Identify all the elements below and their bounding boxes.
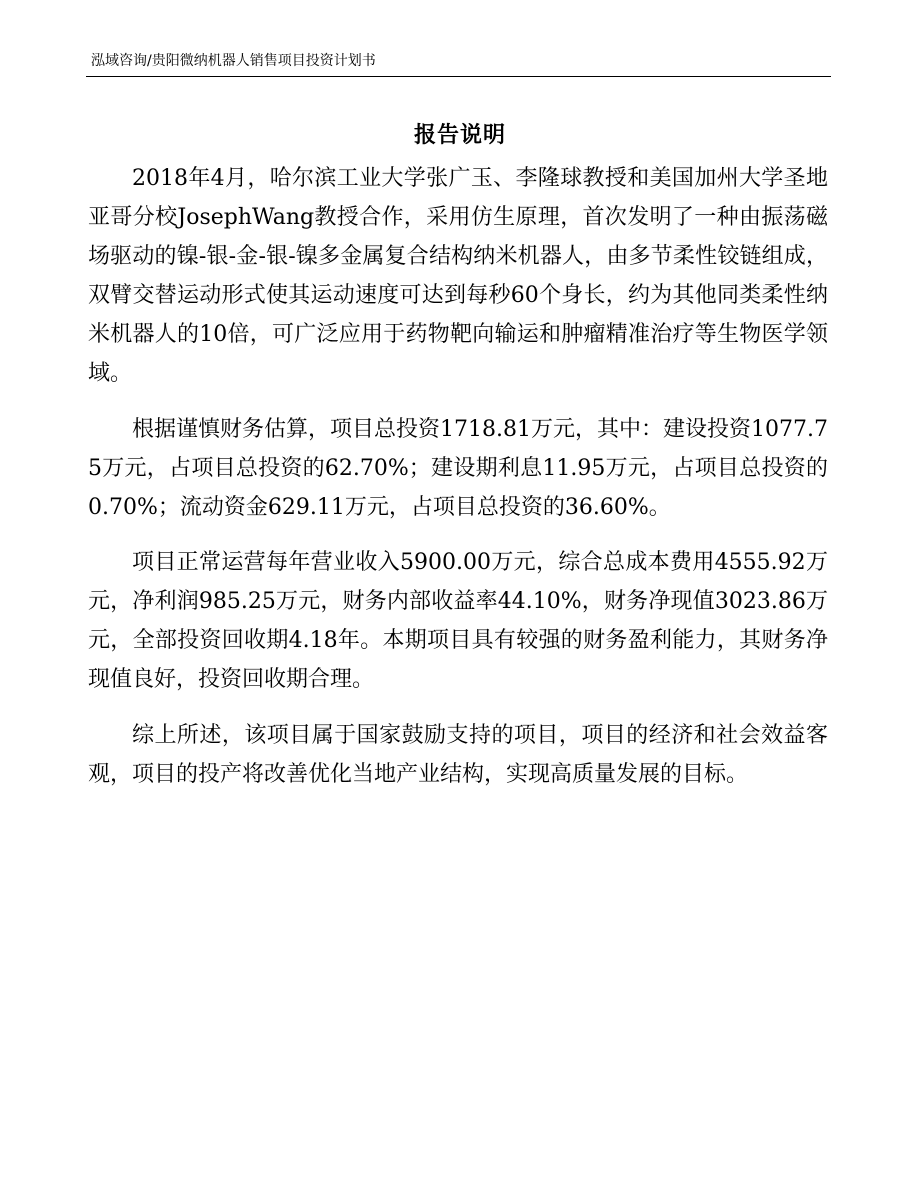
page-header: 泓域咨询/贵阳微纳机器人销售项目投资计划书 (91, 53, 376, 69)
paragraph-background: 2018年4月，哈尔滨工业大学张广玉、李隆球教授和美国加州大学圣地亚哥分校JosephWang教授合作，采用仿生原理，首次发明了一种由振荡磁场驱动的镍-银-金-银-镍多金属复合结构纳米机器人，由多节柔性铰链组成，双臂交替运动形式使其运动速度可达到每秒60个身长，约为其他同类柔性纳米机器人的10倍，可广泛应用于药物靶向输运和肿瘤精准治疗等生物医学领域。 (88, 166, 828, 386)
paragraph-investment: 根据谨慎财务估算，项目总投资1718.81万元，其中：建设投资1077.75万元，占项目总投资的62.70%；建设期利息11.95万元，占项目总投资的0.70%；流动资金629.11万元，占项目总投资的36.60%。 (88, 416, 828, 520)
paragraph-financials: 项目正常运营每年营业收入5900.00万元，综合总成本费用4555.92万元，净利润985.25万元，财务内部收益率44.10%，财务净现值3023.86万元，全部投资回收期4.18年。本期项目具有较强的财务盈利能力，其财务净现值良好，投资回收期合理。 (88, 550, 828, 693)
report-body (88, 160, 828, 795)
page-title: 报告说明 (413, 123, 506, 148)
header-divider (86, 76, 831, 77)
paragraph-conclusion: 综上所述，该项目属于国家鼓励支持的项目，项目的经济和社会效益客观，项目的投产将改善优化当地产业结构，实现高质量发展的目标。 (88, 723, 828, 788)
